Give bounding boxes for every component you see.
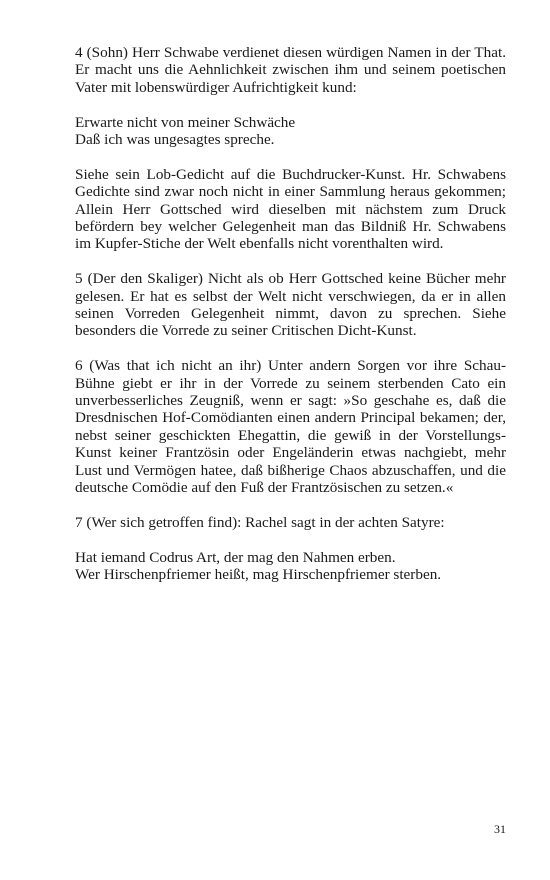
spacer [75,340,506,357]
page-number: 31 [494,822,506,836]
page-body [75,44,506,584]
verse-line: Wer Hirschenpfriemer heißt, mag Hirschenpfriemer sterben. [75,566,442,584]
spacer [75,531,506,548]
spacer [75,497,506,514]
note-6: 6 (Was that ich nicht an ihr) Unter andern Sorgen vor ihre Schau-Bühne giebt er ihr in der Vorrede zu seinem sterbenden Cato ein unverbesserliches Zeugniß, wenn er sagt: »So geschahe es, daß die Dresdnischen Hof-Comödianten einen andern Principal bekamen; der, nebst seiner geschickten Ehegattin, die gewiß in der Vorstellungs-Kunst keiner Frantzösin oder Engeländerin etwas nachgiebt, mehr Lust und Vermögen hatee, daß bißherige Chaos abzuschaffen, und die deutsche Comödie auf den Fuß der Frantzösischen zu setzen.« [75,357,506,497]
note-5: 5 (Der den Skaliger) Nicht als ob Herr Gottsched keine Bücher mehr gelesen. Er hat es selbst der Welt nicht verschwiegen, da er in allen seinen Vorreden Gelegenheit nimmt, davon zu sprechen. Siehe besonders die Vorrede zu seiner Critischen Dicht-Kunst. [75,270,506,340]
verse-line: Hat iemand Codrus Art, der mag den Nahmen erben. [75,548,396,566]
note-4-intro: 4 (Sohn) Herr Schwabe verdienet diesen würdigen Namen in der That. Er macht uns die Aehnlichkeit zwischen ihm und seinem poetischen Vater mit lobenswürdiger Aufrichtigkeit kund: [75,44,506,96]
spacer [75,96,506,113]
note-4-continuation: Siehe sein Lob-Gedicht auf die Buchdrucker-Kunst. Hr. Schwabens Gedichte sind zwar noch nicht in einer Sammlung heraus gekommen; Allein Herr Gottsched wird dieselben mit nächstem zum Druck befördern bey welcher Gelegenheit man das Bildniß Hr. Schwabens im Kupfer-Stiche der Welt ebenfalls nicht vorenthalten wird. [75,165,506,253]
verse-line: Daß ich was ungesagtes spreche. [75,131,275,149]
spacer [75,253,506,270]
verse-line: Erwarte nicht von meiner Schwäche [75,113,296,131]
spacer [75,148,506,165]
note-7: 7 (Wer sich getroffen find): Rachel sagt in der achten Satyre: [75,513,445,531]
